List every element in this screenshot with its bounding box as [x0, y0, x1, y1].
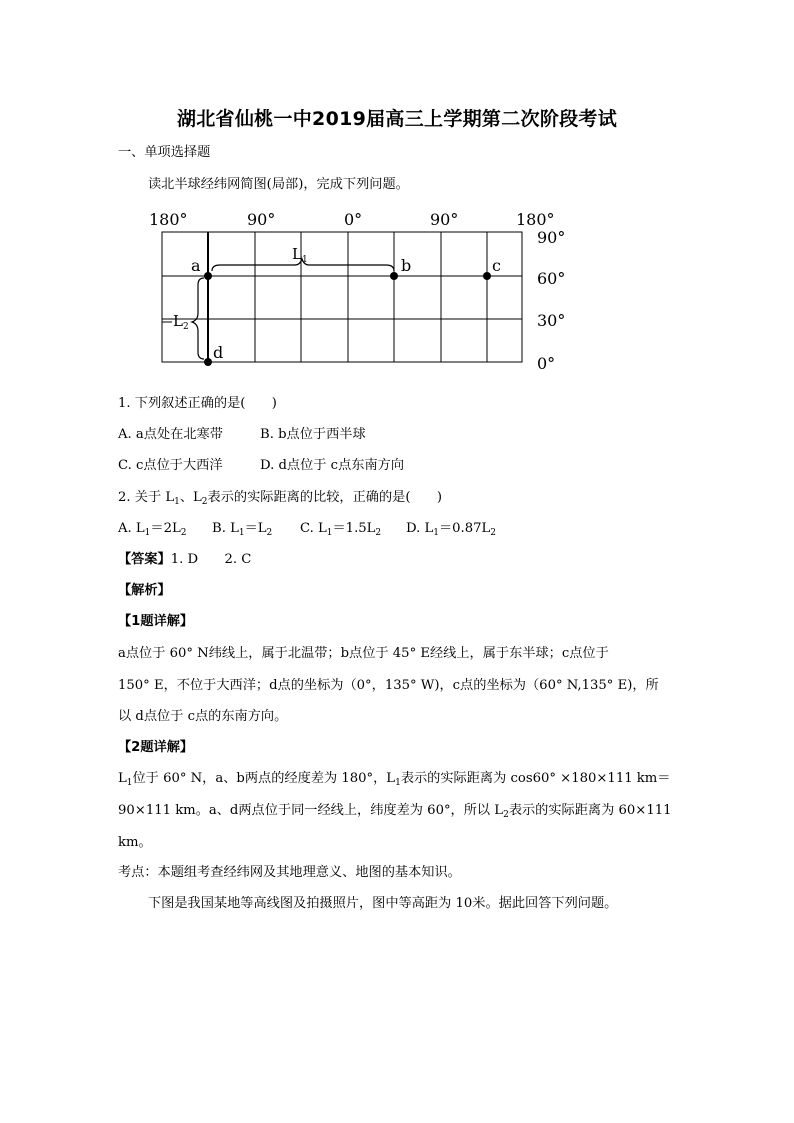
- lon-label-0: 0°: [344, 210, 363, 229]
- q1-option-d[interactable]: D. d点位于 c点东南方向: [260, 458, 405, 473]
- detail-1-heading: 【1题详解】: [118, 614, 194, 629]
- detail-1-line-3: 以 d点位于 c点的东南方向。: [118, 709, 288, 724]
- detail-1-line-2: 150° E，不位于大西洋；d点的坐标为（0°，135° W)，c点的坐标为（60° N,135° E)，所: [118, 678, 659, 693]
- detail-2-line-3: km。: [118, 835, 152, 850]
- point-b-label: b: [401, 256, 412, 275]
- l1-label: $L_1$: [292, 245, 308, 265]
- section-heading: 一、单项选择题: [118, 145, 211, 160]
- lon-label-90w: 90°: [247, 210, 276, 229]
- detail-2-heading: 【2题详解】: [118, 740, 194, 755]
- q1-option-b[interactable]: B. b点位于西半球: [260, 427, 366, 442]
- lon-label-180w: 180°: [149, 210, 188, 229]
- q2-option-b[interactable]: B. $L_1=L_2$: [212, 521, 273, 538]
- point-c-label: c: [492, 256, 501, 275]
- point-a: [204, 272, 212, 280]
- l2-label: $L_2$: [173, 312, 189, 332]
- intro-text: 读北半球经纬网简图(局部)，完成下列问题。: [148, 177, 409, 192]
- answer-line: 【答案】1. D 2. C: [118, 552, 252, 567]
- point-a-label: a: [191, 256, 201, 275]
- q2-option-c[interactable]: C. $L_1=1.5L_2$: [300, 521, 382, 538]
- question-2-options: [118, 520, 496, 538]
- question-1-options-row1: [118, 426, 366, 444]
- detail-2-line-1: $L_1$位于 60° N，a、b两点的经度差为 180°，$L_1$表示的实际距离为 cos60° ×180×111 km＝: [118, 771, 671, 788]
- q2-option-d[interactable]: D. $L_1=0.87L_2$: [406, 521, 497, 538]
- point-d: [204, 358, 212, 366]
- detail-2-line-2: 90×111 km。a、d两点位于同一经线上，纬度差为 60°，所以 $L_2$表示的实际距离为 60×111: [118, 803, 672, 820]
- kaodian-note: 考点：本题组考查经纬网及其地理意义、地图的基本知识。: [118, 865, 461, 880]
- page-title: 湖北省仙桃一中2019届高三上学期第二次阶段考试: [176, 108, 618, 130]
- point-c: [483, 272, 491, 280]
- question-1-stem: 1. 下列叙述正确的是( ): [118, 396, 277, 411]
- point-d-label: d: [213, 343, 224, 362]
- graticule-figure: [140, 205, 580, 375]
- lon-label-90e: 90°: [430, 210, 459, 229]
- q1-option-a[interactable]: A. a点处在北寒带: [118, 427, 223, 442]
- point-b: [390, 272, 398, 280]
- question-2-stem: 2. 关于 $L_1$、$L_2$表示的实际距离的比较，正确的是( ): [118, 490, 443, 507]
- detail-1-line-1: a点位于 60° N纬线上，属于北温带；b点位于 45° E经线上，属于东半球；c点位于: [118, 646, 609, 661]
- question-1-options-row2: [118, 457, 404, 475]
- lat-label-30: 30°: [537, 311, 566, 330]
- lat-label-90: 90°: [537, 228, 566, 247]
- analysis-heading: 【解析】: [118, 583, 171, 598]
- lon-label-180e: 180°: [516, 210, 555, 229]
- next-intro: 下图是我国某地等高线图及拍摄照片，图中等高距为 10米。据此回答下列问题。: [148, 896, 618, 911]
- q2-option-a[interactable]: A. $L_1=2L_2$: [118, 521, 187, 538]
- lat-label-60: 60°: [537, 269, 566, 288]
- lat-label-0: 0°: [537, 354, 556, 373]
- q1-option-c[interactable]: C. c点位于大西洋: [118, 458, 223, 473]
